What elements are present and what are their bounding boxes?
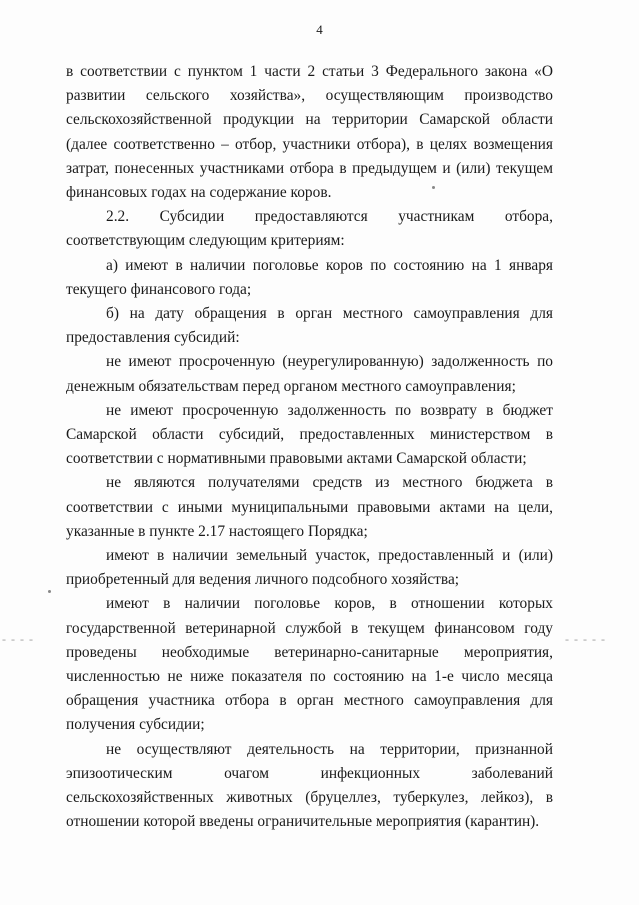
- paragraph-land-plot: имеют в наличии земельный участок, предоставленный и (или) приобретенный для ведения личного подсобного хозяйства;: [66, 547, 553, 589]
- paragraph-not-recipients: не являются получателями средств из местного бюджета в соответствии с иными муниципальными правовыми актами на цели, указанные в пункте 2.17 настоящего Порядка;: [66, 474, 553, 540]
- paragraph-continuation: в соответствии с пунктом 1 части 2 статьи 3 Федерального закона «О развитии сельского хозяйства», осуществляющим производство сельскохозяйственной продукции на территории Самарской области (далее соответственно – отбор, участники отбора), в целях возмещения затрат, понесенных участниками отбора в предыдущем и (или) текущем финансовых годах на содержание коров.: [66, 63, 553, 202]
- paragraph-no-overdue-debt: не имеют просроченную (неурегулированную) задолженность по денежным обязательствам перед органом местного самоуправления;: [66, 353, 553, 395]
- document-body: [66, 60, 553, 835]
- scan-speck: [48, 590, 51, 593]
- paragraph-criterion-b: б) на дату обращения в орган местного самоуправления для предоставления субсидий:: [66, 305, 553, 347]
- scan-speck: [432, 186, 435, 189]
- page-number: 4: [316, 22, 323, 37]
- paragraph-2-2: 2.2. Субсидии предоставляются участникам отбора, соответствующим следующим критериям:: [66, 208, 553, 250]
- paragraph-criterion-a: а) имеют в наличии поголовье коров по состоянию на 1 января текущего финансового года;: [66, 256, 553, 298]
- paragraph-no-epizootic: не осуществляют деятельность на территории, признанной эпизоотическим очагом инфекционных заболеваний сельскохозяйственных животных (бруцеллез, туберкулез, лейкоз), в отношении которой введены ограничительные мероприятия (карантин).: [66, 740, 553, 831]
- scan-margin-mark-left: - - - -: [2, 632, 34, 646]
- paragraph-cow-livestock: имеют в наличии поголовье коров, в отношении которых государственной ветеринарной службой в текущем финансовом году проведены необходимые ветеринарно-санитарные мероприятия, численностью не ниже показателя по состоянию на 1-е число месяца обращения участника отбора в орган местного самоуправления для получения субсидии;: [66, 595, 553, 734]
- paragraph-no-budget-debt: не имеют просроченную задолженность по возврату в бюджет Самарской области субсидий, предоставленных министерством в соответствии с нормативными правовыми актами Самарской области;: [66, 401, 553, 468]
- scan-margin-mark-right: - - - - -: [565, 632, 606, 646]
